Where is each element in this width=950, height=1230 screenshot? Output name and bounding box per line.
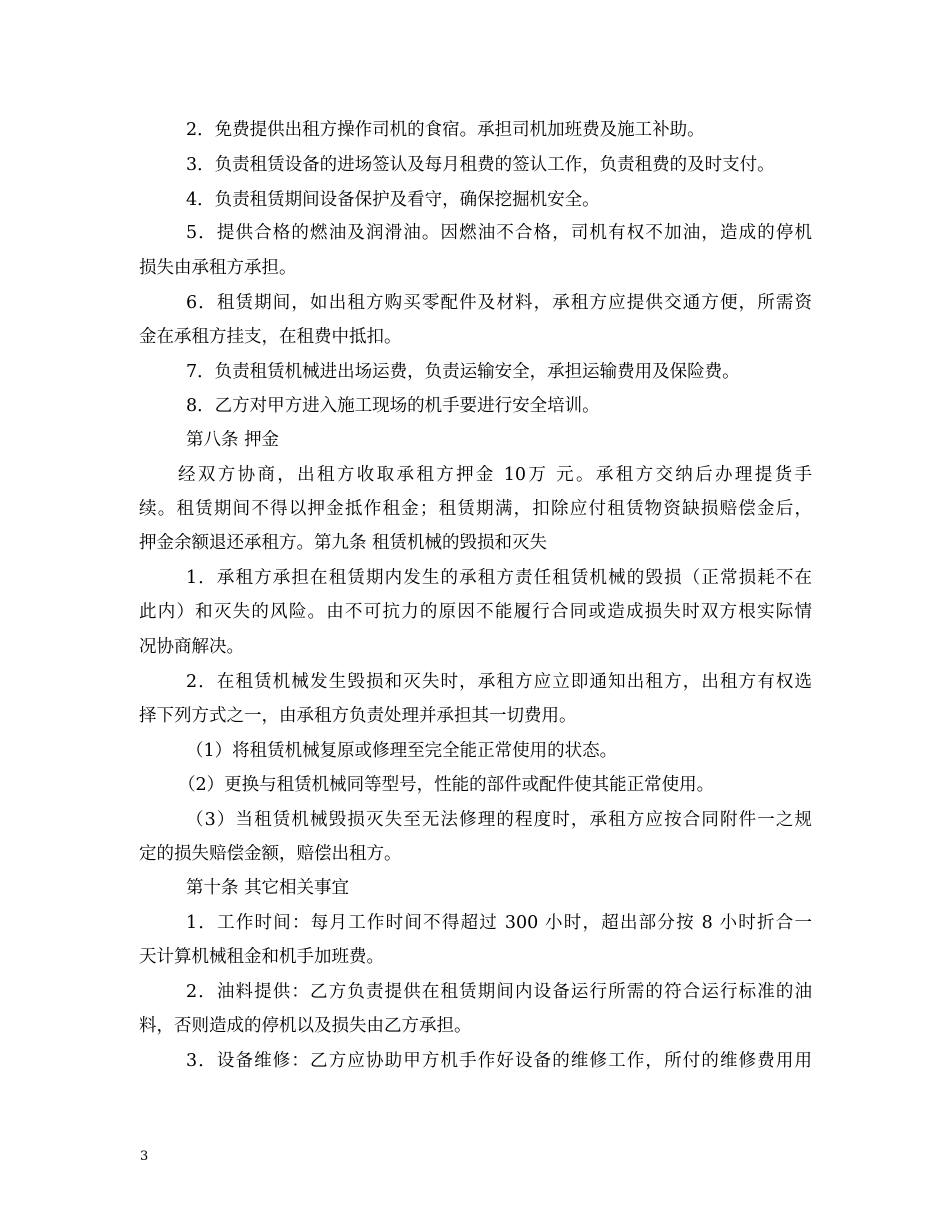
text-line: （1）将租赁机械复原或修理至完全能正常使用的状态。 [186,741,618,761]
text-line: 定的损失赔偿金额，赔偿出租方。 [139,844,402,864]
text-line: 6．租赁期间，如出租方购买零配件及材料，承租方应提供交通方便，所需资 [186,293,812,313]
page-number: 3 [140,1149,149,1164]
text-line: 2．油料提供：乙方负责提供在租赁期间内设备运行所需的符合运行标准的油 [186,982,812,1002]
text-line: 7．负责租赁机械进出场运费，负责运输安全，承担运输费用及保险费。 [186,362,740,382]
text-line: 况协商解决。 [139,637,244,657]
text-line: 经双方协商，出租方收取承租方押金 10万 元。承租方交纳后办理提货手 [178,465,812,485]
text-line: 4．负责租赁期间设备保护及看守，确保挖掘机安全。 [186,190,600,210]
section-heading: 第八条 押金 [186,430,280,450]
text-line: 天计算机械租金和机手加班费。 [139,947,384,967]
text-line: 5．提供合格的燃油及润滑油。因燃油不合格，司机有权不加油，造成的停机 [186,223,812,243]
text-line: 损失由承租方承担。 [139,258,297,278]
text-line: 1．承租方承担在租赁期内发生的承租方责任租赁机械的毁损（正常损耗不在 [186,568,812,588]
text-line: 2．在租赁机械发生毁损和灭失时，承租方应立即通知出租方，出租方有权选 [186,672,812,692]
text-line: 此内）和灭失的风险。由不可抗力的原因不能履行合同或造成损失时双方根实际情 [139,602,812,622]
text-line: 3．负责租赁设备的进场签认及每月租费的签认工作，负责租费的及时支付。 [186,155,775,175]
text-line: 料，否则造成的停机以及损失由乙方承担。 [139,1016,472,1036]
text-line: 续。租赁期间不得以押金抵作租金；租赁期满，扣除应付租赁物资缺损赔偿金后， [139,499,812,519]
text-line: 1．工作时间：每月工作时间不得超过 300 小时，超出部分按 8 小时折合一 [186,913,812,933]
text-line: （3）当租赁机械毁损灭失至无法修理的程度时，承租方应按合同附件一之规 [186,810,812,830]
text-line: 押金余额退还承租方。第九条 租赁机械的毁损和灭失 [139,533,548,553]
text-line: （2）更换与租赁机械同等型号，性能的部件或配件使其能正常使用。 [178,775,715,795]
text-line: 择下列方式之一，由承租方负责处理并承担其一切费用。 [139,706,577,726]
text-line: 3．设备维修：乙方应协助甲方机手作好设备的维修工作，所付的维修费用用 [186,1051,812,1071]
text-line: 8．乙方对甲方进入施工现场的机手要进行安全培训。 [186,396,600,416]
section-heading: 第十条 其它相关事宜 [186,878,350,898]
text-line: 金在承租方挂支，在租费中抵扣。 [139,327,402,347]
text-line: 2．免费提供出租方操作司机的食宿。承担司机加班费及施工补助。 [186,120,705,140]
